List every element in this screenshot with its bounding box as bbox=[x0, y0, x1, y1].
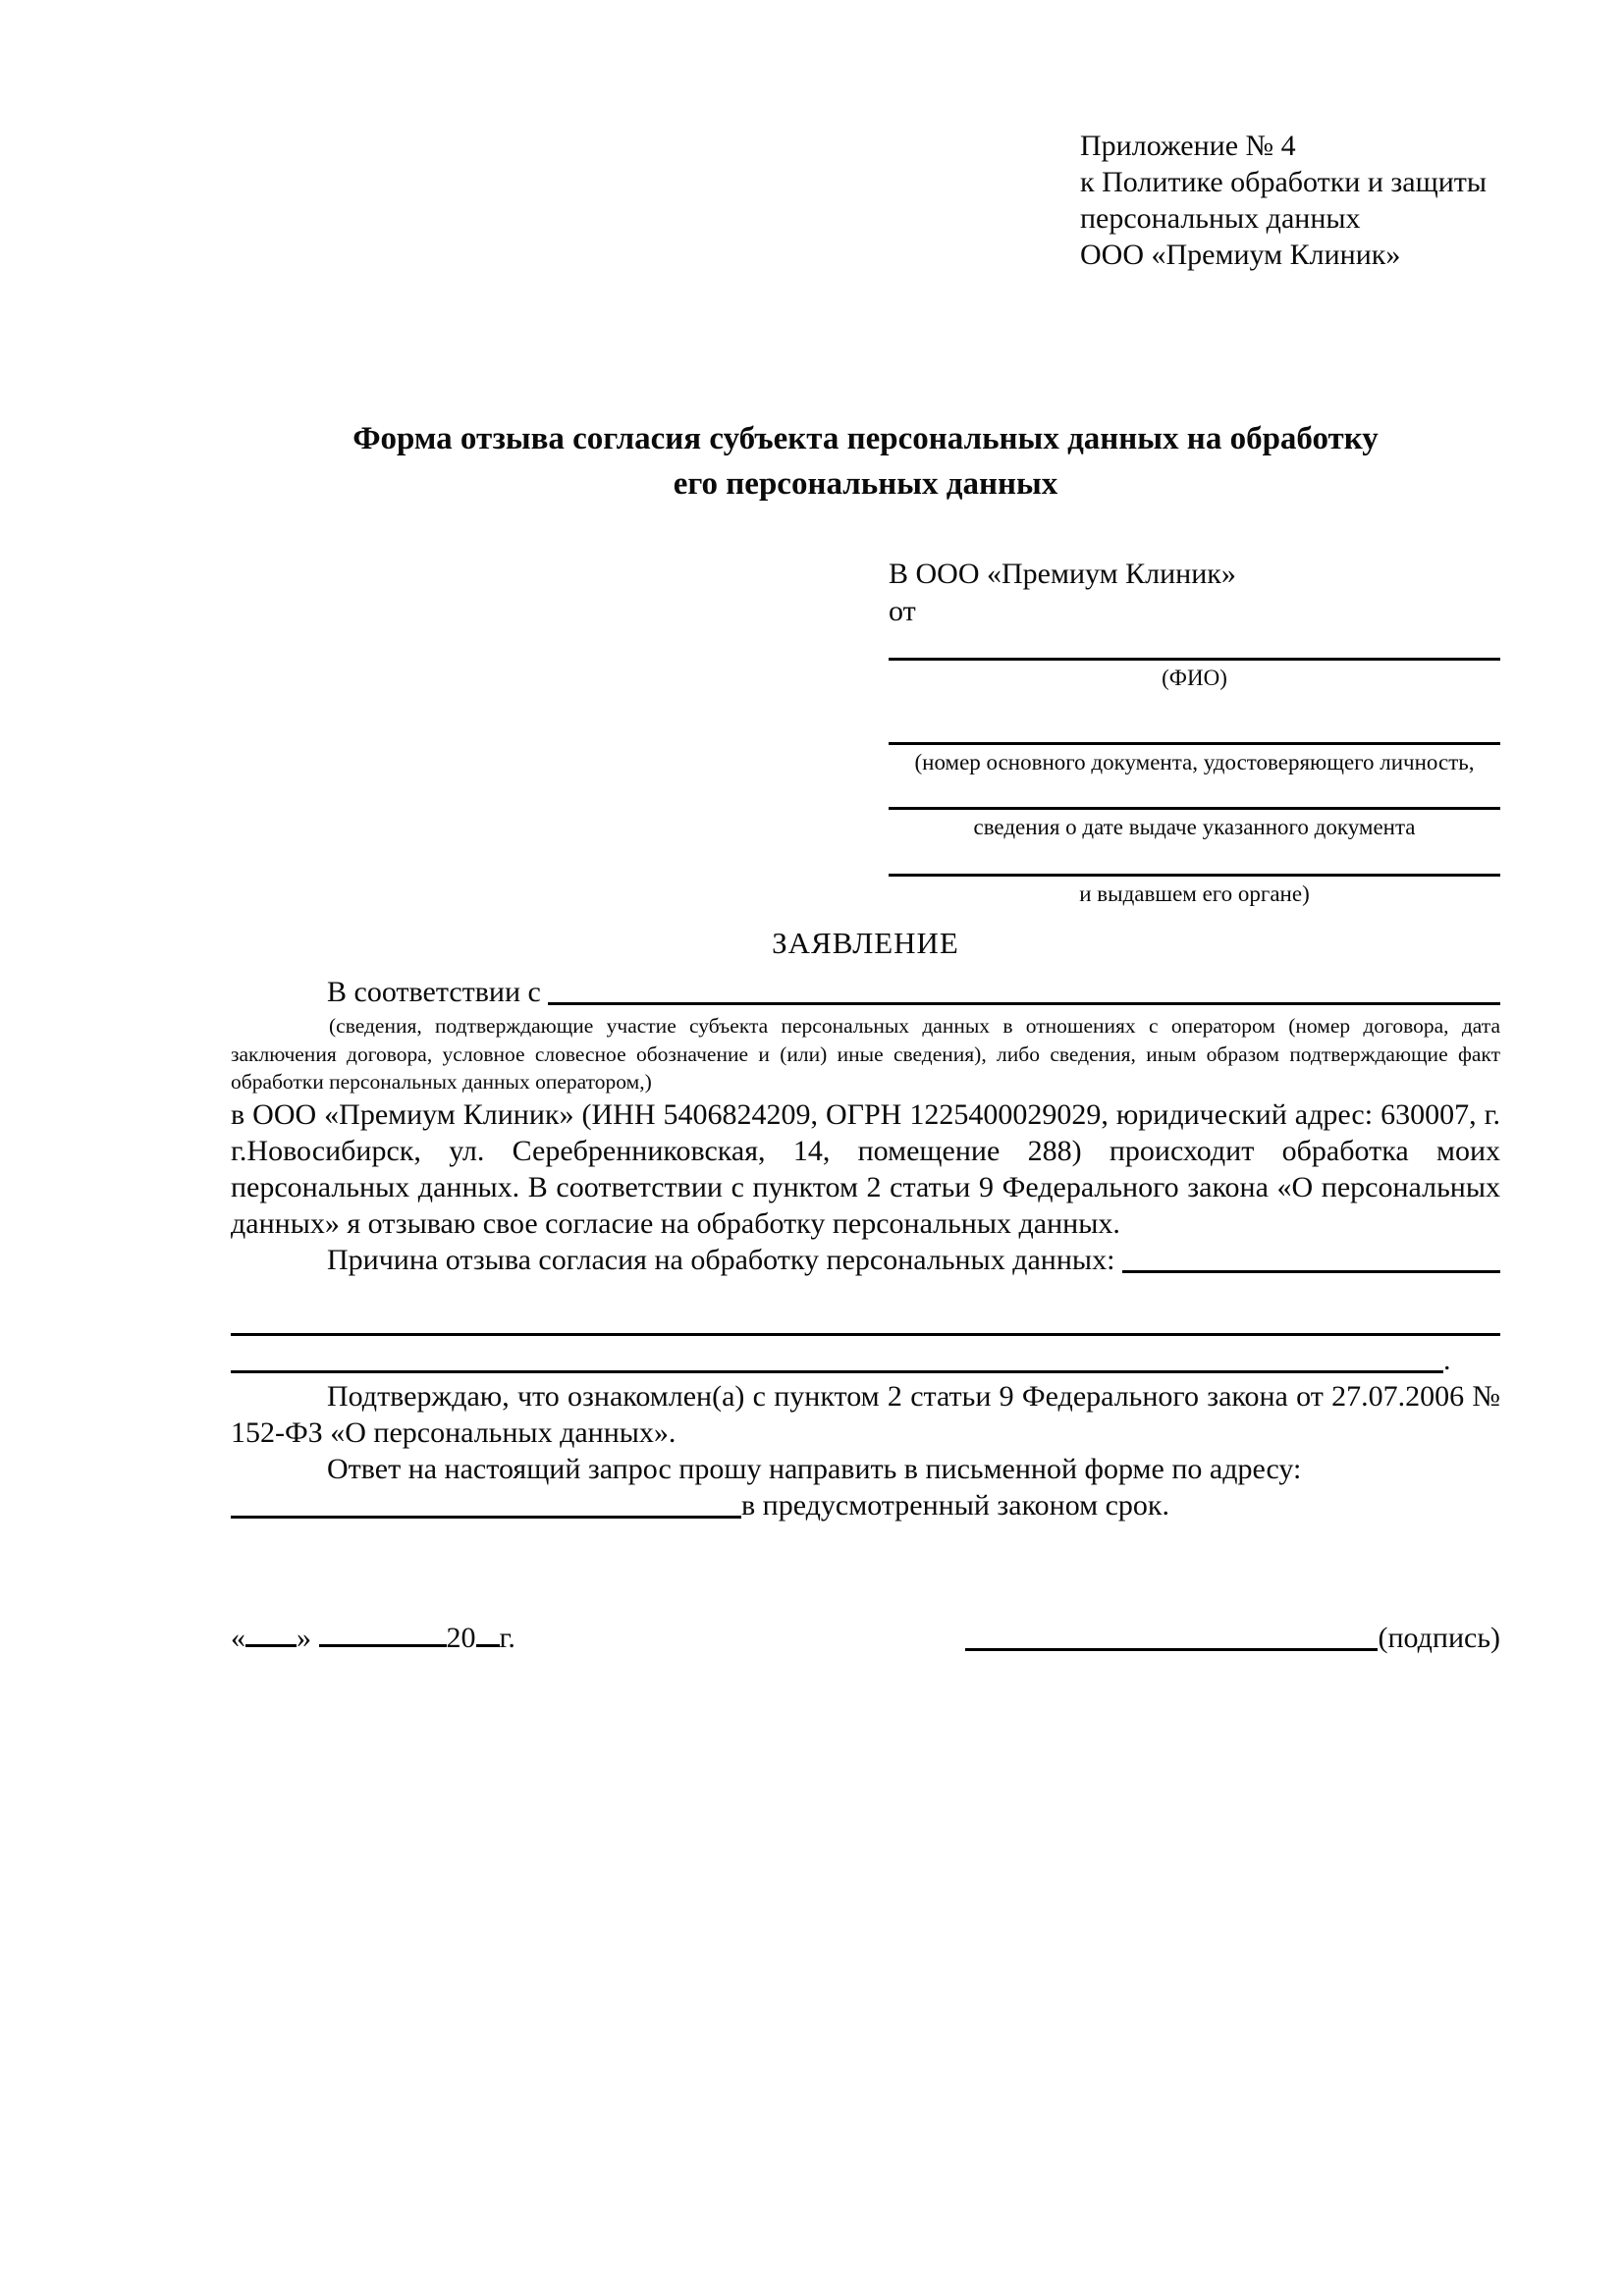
reply-suffix: в предусмотренный законом срок. bbox=[741, 1488, 1169, 1522]
recipient-organization: В ООО «Премиум Клиник» bbox=[889, 558, 1236, 590]
signature-group bbox=[965, 1620, 1500, 1656]
fine-print-note: (сведения, подтверждающие участие субъекта персональных данных в отношениях с оператором (номер договора, дата заключения договора, условное словесное обозначение и (или) иные сведения), либо сведения, иным образом подтверждающие факт обработки персональных данных оператором,) bbox=[231, 1014, 1500, 1094]
reason-continuation-row bbox=[231, 1342, 1500, 1378]
issue-date-caption: сведения о дате выдаче указанного документа bbox=[973, 815, 1416, 839]
date-signature-row bbox=[231, 1620, 1500, 1656]
day-quote-close: » bbox=[297, 1621, 311, 1654]
reason-continuation-blank-line bbox=[231, 1333, 1500, 1336]
accordance-blank-line bbox=[548, 1002, 1500, 1005]
page-title bbox=[231, 416, 1500, 507]
accordance-row bbox=[231, 974, 1500, 1010]
year-prefix: 20 bbox=[446, 1621, 476, 1654]
reason-continuation-blank-line bbox=[231, 1370, 1443, 1373]
appendix-note-line: персональных данных bbox=[1080, 202, 1361, 235]
statement-heading: ЗАЯВЛЕНИЕ bbox=[772, 926, 959, 960]
page-title-line: Форма отзыва согласия субъекта персональных данных на обработку bbox=[352, 421, 1379, 456]
appendix-note-line: к Политике обработки и защиты bbox=[1080, 166, 1488, 198]
appendix-note-line: Приложение № 4 bbox=[1080, 130, 1296, 162]
issuing-authority-field bbox=[889, 874, 1500, 909]
issue-date-blank-line bbox=[889, 807, 1500, 810]
issuing-authority-blank-line bbox=[889, 874, 1500, 877]
page-title-line: его персональных данных bbox=[673, 466, 1058, 502]
fio-field bbox=[889, 658, 1500, 693]
appendix-note bbox=[1080, 128, 1500, 273]
year-blank-line bbox=[476, 1644, 500, 1647]
day-blank-line bbox=[245, 1644, 297, 1647]
month-blank-line bbox=[319, 1644, 447, 1647]
reason-prefix: Причина отзыва согласия на обработку персональных данных: bbox=[327, 1243, 1122, 1276]
document-number-blank-line bbox=[889, 742, 1500, 745]
year-suffix: г. bbox=[499, 1621, 515, 1654]
date-group bbox=[231, 1620, 515, 1656]
statement-body: в ООО «Премиум Клиник» (ИНН 5406824209, ОГРН 1225400029029, юридический адрес: 630007, г. г.Новосибирск, ул. Серебренниковская, 14, помещение 288) происходит обработка моих персональных данных. В соответствии с пунктом 2 статьи 9 Федерального закона «О персональных данных» я отзываю свое согласие на обработку персональных данных. bbox=[231, 1097, 1500, 1240]
reason-blank-line bbox=[1122, 1270, 1500, 1273]
document-number-caption: (номер основного документа, удостоверяющего личность, bbox=[914, 750, 1475, 774]
from-label: от bbox=[889, 595, 916, 627]
signature-caption: (подпись) bbox=[1378, 1621, 1500, 1654]
accordance-prefix: В соответствии с bbox=[327, 976, 549, 1008]
reply-request-paragraph: Ответ на настоящий запрос прошу направить в письменной форме по адресу: bbox=[327, 1452, 1302, 1485]
issue-date-field bbox=[889, 807, 1500, 842]
reason-terminator: . bbox=[1443, 1343, 1451, 1376]
fio-caption: (ФИО) bbox=[1162, 666, 1227, 690]
recipient-block bbox=[889, 556, 1500, 909]
day-quote-open: « bbox=[231, 1621, 245, 1654]
signature-blank-line bbox=[965, 1648, 1378, 1651]
reply-address-blank-line bbox=[231, 1516, 741, 1519]
appendix-note-line: ООО «Премиум Клиник» bbox=[1080, 239, 1401, 271]
fio-blank-line bbox=[889, 658, 1500, 661]
confirmation-paragraph: Подтверждаю, что ознакомлен(а) с пунктом 2 статьи 9 Федерального закона от 27.07.2006 № 152-ФЗ «О персональных данных». bbox=[231, 1379, 1500, 1449]
document-number-field bbox=[889, 742, 1500, 777]
issuing-authority-caption: и выдавшем его органе) bbox=[1079, 881, 1310, 906]
reason-row bbox=[231, 1242, 1500, 1278]
reply-address-row bbox=[231, 1487, 1500, 1523]
